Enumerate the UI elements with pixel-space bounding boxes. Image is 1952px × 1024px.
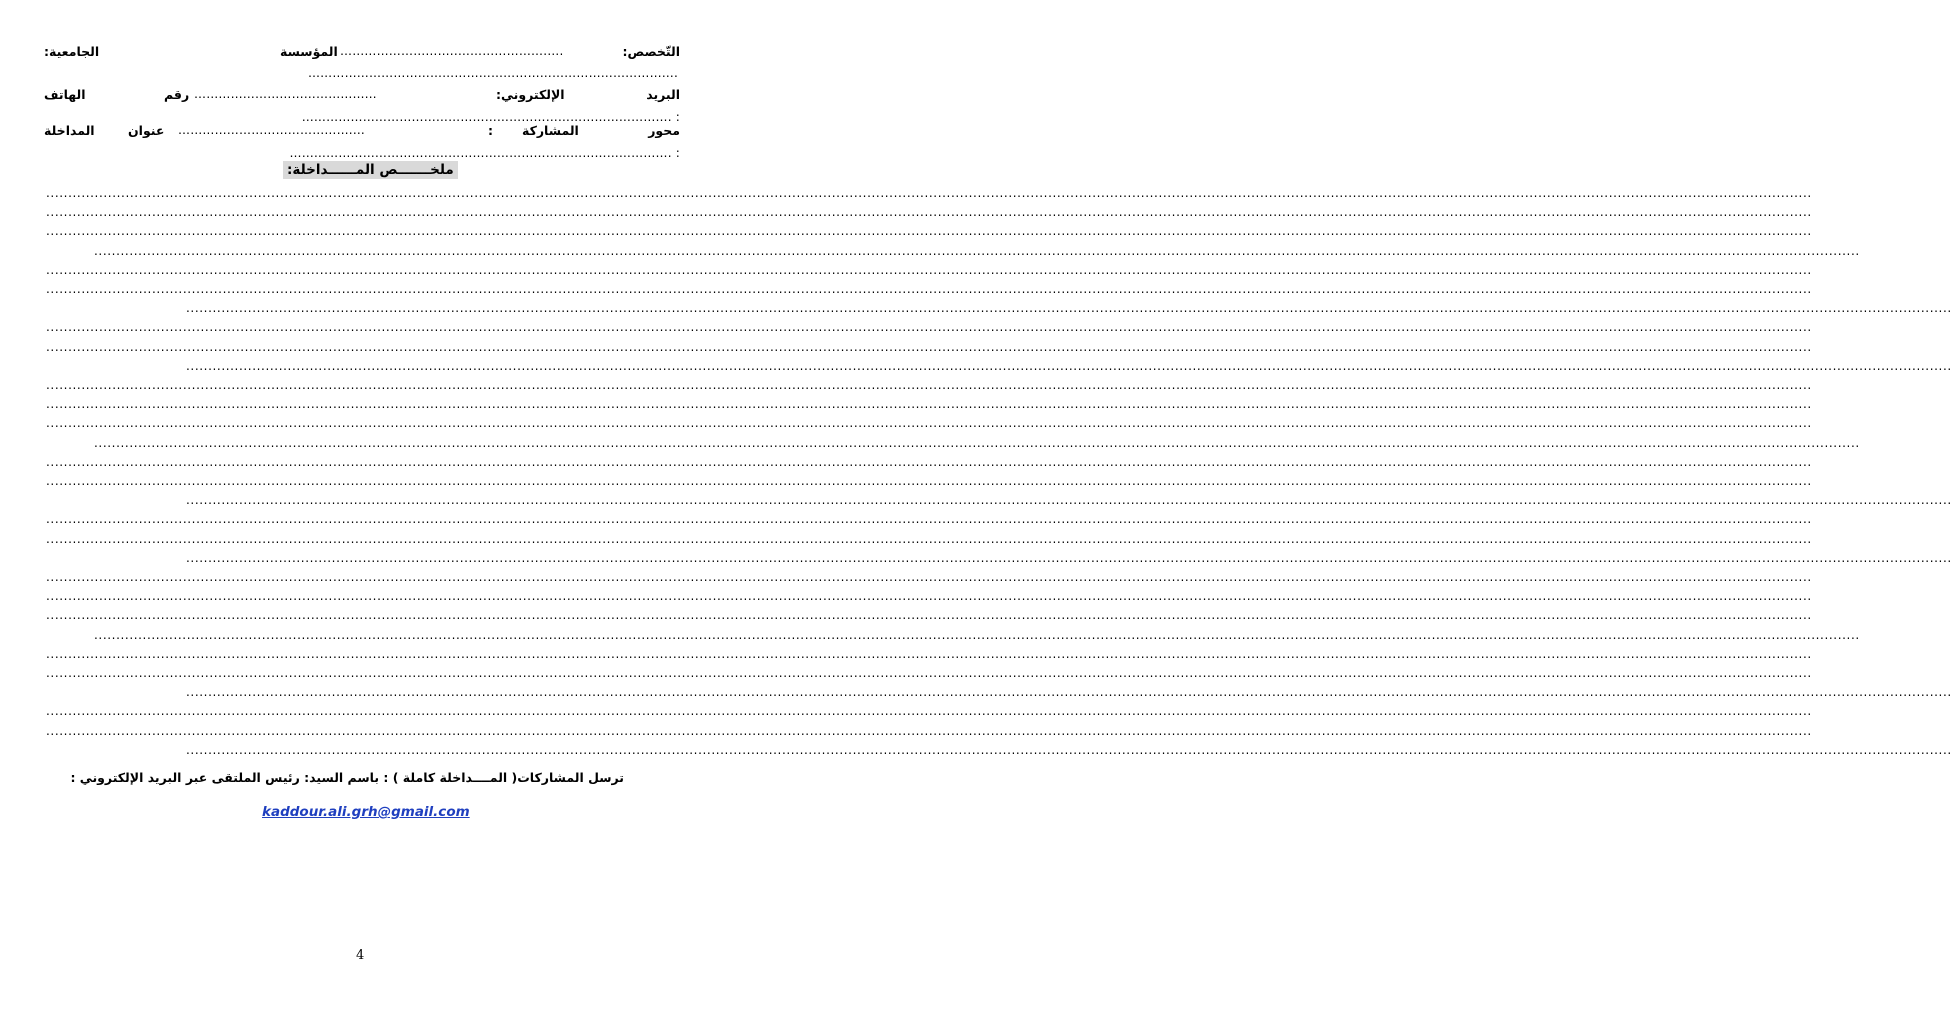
dotted-line: ................................................................................................................................................................................................................................................................................................................................................................................................................ <box>46 512 1812 527</box>
submission-instruction: ترسل المشاركات( المــــداخلة كاملة ) : باسم السيد: رئيس الملتقى عبر البريد الإلكتروني : <box>70 770 624 785</box>
dotted-line: ................................................................................................................................................................................................................................................................................................................................................................................................................ <box>46 608 1812 623</box>
dotted-line: ................................................................................................................................................................................................................................................................................................................................................................................................................ <box>46 282 1812 296</box>
dotted-line: ................................................................................................................................................................................................................................................................................................................................................................................................................ <box>46 531 1812 546</box>
summary-title: ملخـــــــص المــــــداخلة: <box>283 161 458 179</box>
dotted-line: ................................................................................................................................................................................................................................................................................................................................................................................................................ <box>46 378 1812 392</box>
axis-colon: : <box>488 123 493 138</box>
dotted-line: ................................................................................................................................................................................................................................................................................................................................................................................................................ <box>46 262 1812 277</box>
university-label: الجامعية: <box>44 44 100 59</box>
dotted-line: ................................................................................................................................................................................................................................................................................................................................................................................................................ <box>46 704 1812 719</box>
dotted-line: ................................................................................................................................................................................................................................................................................................................................................................................................................ <box>46 589 1812 604</box>
dotted-line: ................................................................................................................................................................................................................................................................................................................................................................................................................ <box>46 186 1812 200</box>
dotted-line: ................................................................................................................................................................................................................................................................................................................................................................................................................ <box>46 474 1812 488</box>
dotted-line: ................................................................................................................................................................................................................................................................................................................................................................................................................ <box>186 742 1952 757</box>
phone-label-word1: رقم <box>164 87 190 102</box>
dotted-line: ................................................................................................................................................................................................................................................................................................................................................................................................................ <box>46 205 1812 220</box>
dotted-line: ................................................................................................................................................................................................................................................................................................................................................................................................................ <box>94 435 1860 450</box>
contact-email-link[interactable]: kaddour.ali.grh@gmail.com <box>262 804 470 820</box>
dotted-line: ................................................................................................................................................................................................................................................................................................................................................................................................................ <box>186 358 1952 373</box>
dotted-line: ................................................................................................................................................................................................................................................................................................................................................................................................................ <box>46 416 1812 431</box>
dotted-line: ................................................................................................................................................................................................................................................................................................................................................................................................................ <box>46 646 1812 661</box>
dotted-line: ................................................................................................................................................................................................................................................................................................................................................................................................................ <box>46 339 1812 354</box>
dotted-line: ................................................................................................................................................................................................................................................................................................................................................................................................................ <box>186 685 1952 700</box>
axis-label-word1: محور <box>648 123 680 138</box>
title-label-word2: المداخلة <box>44 123 95 138</box>
specialty-dots: ………………………..………………….…. <box>340 44 564 58</box>
dotted-line: ................................................................................................................................................................................................................................................................................................................................................................................................................ <box>186 493 1952 508</box>
dotted-line: ................................................................................................................................................................................................................................................................................................................................................................................................................ <box>46 397 1812 412</box>
axis-label-word2: المشاركة <box>522 123 579 138</box>
dotted-line: ................................................................................................................................................................................................................................................................................................................................................................................................................ <box>46 666 1812 680</box>
specialty-label: التّخصص: <box>622 44 680 59</box>
dotted-line: ................................................................................................................................................................................................................................................................................................................................................................................................................ <box>186 301 1952 316</box>
title-label-word1: عنوان <box>128 123 165 138</box>
institution-label: المؤسسة <box>280 44 338 59</box>
phone-label-word2: الهاتف <box>44 87 86 102</box>
dotted-line: ................................................................................................................................................................................................................................................................................................................................................................................................................ <box>46 570 1812 584</box>
email-label-word1: البريد <box>646 87 680 102</box>
email-label-word2: الإلكتروني: <box>496 87 565 102</box>
dotted-line: ................................................................................................................................................................................................................................................................................................................................................................................................................ <box>46 224 1812 239</box>
row3-continuation-dots: …………………………………………………………………………………. : <box>289 146 680 160</box>
dotted-line: ................................................................................................................................................................................................................................................................................................................................................................................................................ <box>46 454 1812 469</box>
dotted-line: ................................................................................................................................................................................................................................................................................................................................................................................................................ <box>46 723 1812 738</box>
title-dots: …………………………………….... <box>178 123 365 137</box>
row2-continuation-dots: ………………………………………………………………………………. : <box>301 110 680 124</box>
page-number: 4 <box>356 948 365 963</box>
row1-continuation-dots: ………………………………………………………………………………. <box>307 66 678 80</box>
dotted-line: ................................................................................................................................................................................................................................................................................................................................................................................................................ <box>46 320 1812 335</box>
dotted-line: ................................................................................................................................................................................................................................................................................................................................................................................................................ <box>94 627 1860 642</box>
dotted-line: ................................................................................................................................................................................................................................................................................................................................................................................................................ <box>94 243 1860 258</box>
dotted-line: ................................................................................................................................................................................................................................................................................................................................................................................................................ <box>186 550 1952 565</box>
email-dots: …………………………………...… <box>194 87 377 101</box>
